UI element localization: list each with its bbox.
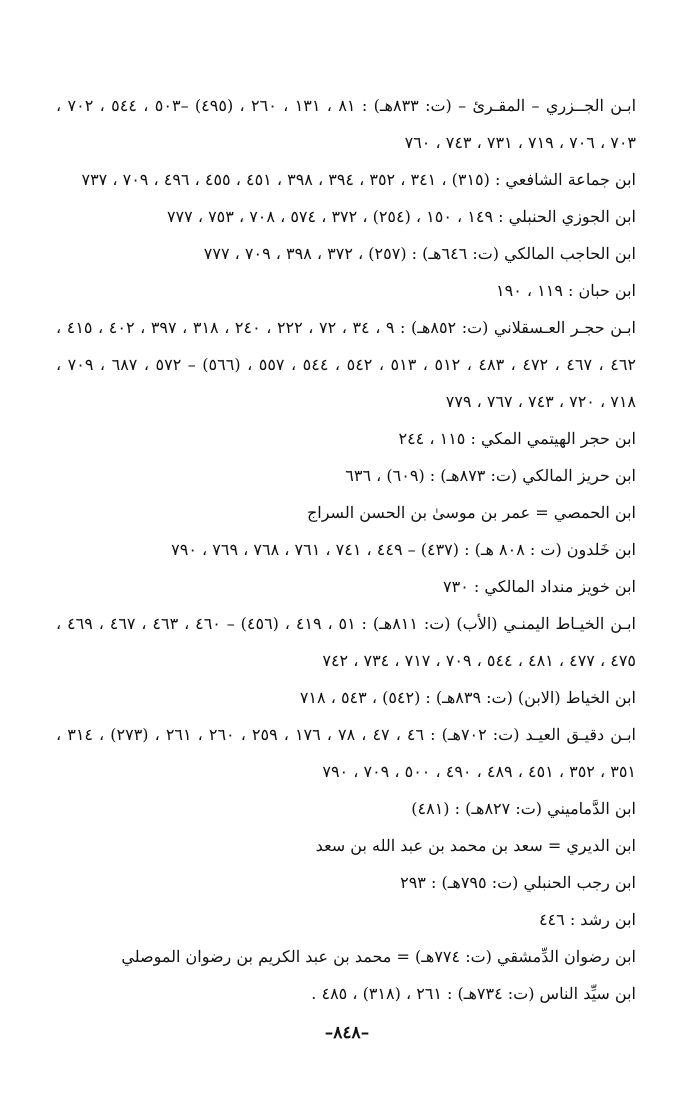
index-entry: ابن جماعة الشافعي : (٣١٥) ، ٣٤١ ، ٣٥٢ ، ٣٩٤ ، ٣٩٨ ، ٤٥١ ، ٤٥٥ ، ٤٩٦ ، ٧٠٩ ، ٧٣٧ xyxy=(81,170,636,189)
index-entry: ابن سيِّد الناس (ت: ٧٣٤هـ) : ٢٦١ ، (٣١٨) ، ٤٨٥ . xyxy=(311,984,636,1003)
index-entry: ابن خويز منداد المالكي : ٧٣٠ xyxy=(443,577,636,596)
index-entry: ابن حجر الهيتمي المكي : ١١٥ ، ٢٤٤ xyxy=(398,429,636,448)
index-entry: ابن رجب الحنبلي (ت: ٧٩٥هـ) : ٢٩٣ xyxy=(400,873,636,892)
index-entry-continuation: ٤٦٢ ، ٤٦٧ ، ٤٧٢ ، ٤٨٣ ، ٥١٢ ، ٥١٣ ، ٥٤٢ ، ٥٤٤ ، ٥٥٧ ، (٥٦٦) – ٥٧٢ ، ٦٨٧ ، ٧٠٩ ، xyxy=(56,355,636,374)
index-entry: ابن خَلدون (ت : ٨٠٨ هـ) : (٤٣٧) – ٤٤٩ ، ٧٤١ ، ٧٦١ ، ٧٦٨ ، ٧٦٩ ، ٧٩٠ xyxy=(171,540,636,559)
index-entry: ابن الحاجب المالكي (ت: ٦٤٦هـ) : (٢٥٧) ، ٣٧٢ ، ٣٩٨ ، ٧٠٩ ، ٧٧٧ xyxy=(203,244,636,263)
index-entry: ابن الخياط (الابن) (ت: ٨٣٩هـ) : (٥٤٢) ، ٥٤٣ ، ٧١٨ xyxy=(299,688,636,707)
index-entry: ابن الجوزي الحنبلي : ١٤٩ ، ١٥٠ ، (٢٥٤) ، ٣٧٢ ، ٥٧٤ ، ٧٠٨ ، ٧٥٣ ، ٧٧٧ xyxy=(166,207,636,226)
index-entry-continuation: ٧١٨ ، ٧٢٠ ، ٧٤٣ ، ٧٦٧ ، ٧٧٩ xyxy=(445,392,636,411)
index-entry: ابـن الخيـاط اليمنـي (الأب) (ت: ٨١١هـ) : ٥١ ، ٤١٩ ، (٤٥٦) – ٤٦٠ ، ٤٦٣ ، ٤٦٧ ، ٤٦٩ ، xyxy=(56,614,636,633)
page-number: –٨٤٨– xyxy=(324,1023,370,1043)
index-entry: ابن رشد : ٤٤٦ xyxy=(538,910,636,929)
index-entries xyxy=(56,92,636,1017)
index-entry: ابن رضوان الدِّمشقي (ت: ٧٧٤هـ) = محمد بن عبد الكريم بن رضوان الموصلي xyxy=(121,947,636,966)
index-entry: ابن الحمصي = عمر بن موسىٰ بن الحسن السراج xyxy=(306,503,636,522)
index-entry: ابن حبان : ١١٩ ، ١٩٠ xyxy=(496,281,636,300)
index-entry: ابـن حجـر العـسقلاني (ت: ٨٥٢هـ) : ٩ ، ٣٤ ، ٧٢ ، ٢٢٢ ، ٢٤٠ ، ٣١٨ ، ٣٩٧ ، ٤٠٢ ، ٤١٥ ، xyxy=(56,318,636,337)
index-entry: ابـن الجــزري – المقـرئ – (ت: ٨٣٣هـ) : ٨١ ، ١٣١ ، ٢٦٠ ، (٤٩٥) –٥٠٣ ، ٥٤٤ ، ٧٠٢ ، xyxy=(56,96,636,115)
index-entry: ابن الدَّماميني (ت: ٨٢٧هـ) : (٤٨١) xyxy=(411,799,636,818)
index-entry-continuation: ٧٠٣ ، ٧٠٦ ، ٧١٩ ، ٧٣١ ، ٧٤٣ ، ٧٦٠ xyxy=(404,133,636,152)
index-entry-continuation: ٤٧٥ ، ٤٧٧ ، ٤٨١ ، ٥٤٤ ، ٧٠٩ ، ٧١٧ ، ٧٣٤ ، ٧٤٢ xyxy=(322,651,636,670)
index-entry: ابن حريز المالكي (ت: ٨٧٣هـ) : (٦٠٩) ، ٦٣٦ xyxy=(345,466,636,485)
index-entry: ابن الديري = سعد بن محمد بن عبد الله بن سعد xyxy=(315,836,636,855)
index-entry-continuation: ٣٥١ ، ٣٥٢ ، ٤٥١ ، ٤٨٩ ، ٤٩٠ ، ٥٠٠ ، ٧٠٩ ، ٧٩٠ xyxy=(322,762,636,781)
index-entry: ابـن دقيـق العيـد (ت: ٧٠٢هـ) : ٤٦ ، ٤٧ ، ٧٨ ، ١٧٦ ، ٢٥٩ ، ٢٦٠ ، ٢٦١ ، (٢٧٣) ، ٣١٤ ، xyxy=(56,725,636,744)
